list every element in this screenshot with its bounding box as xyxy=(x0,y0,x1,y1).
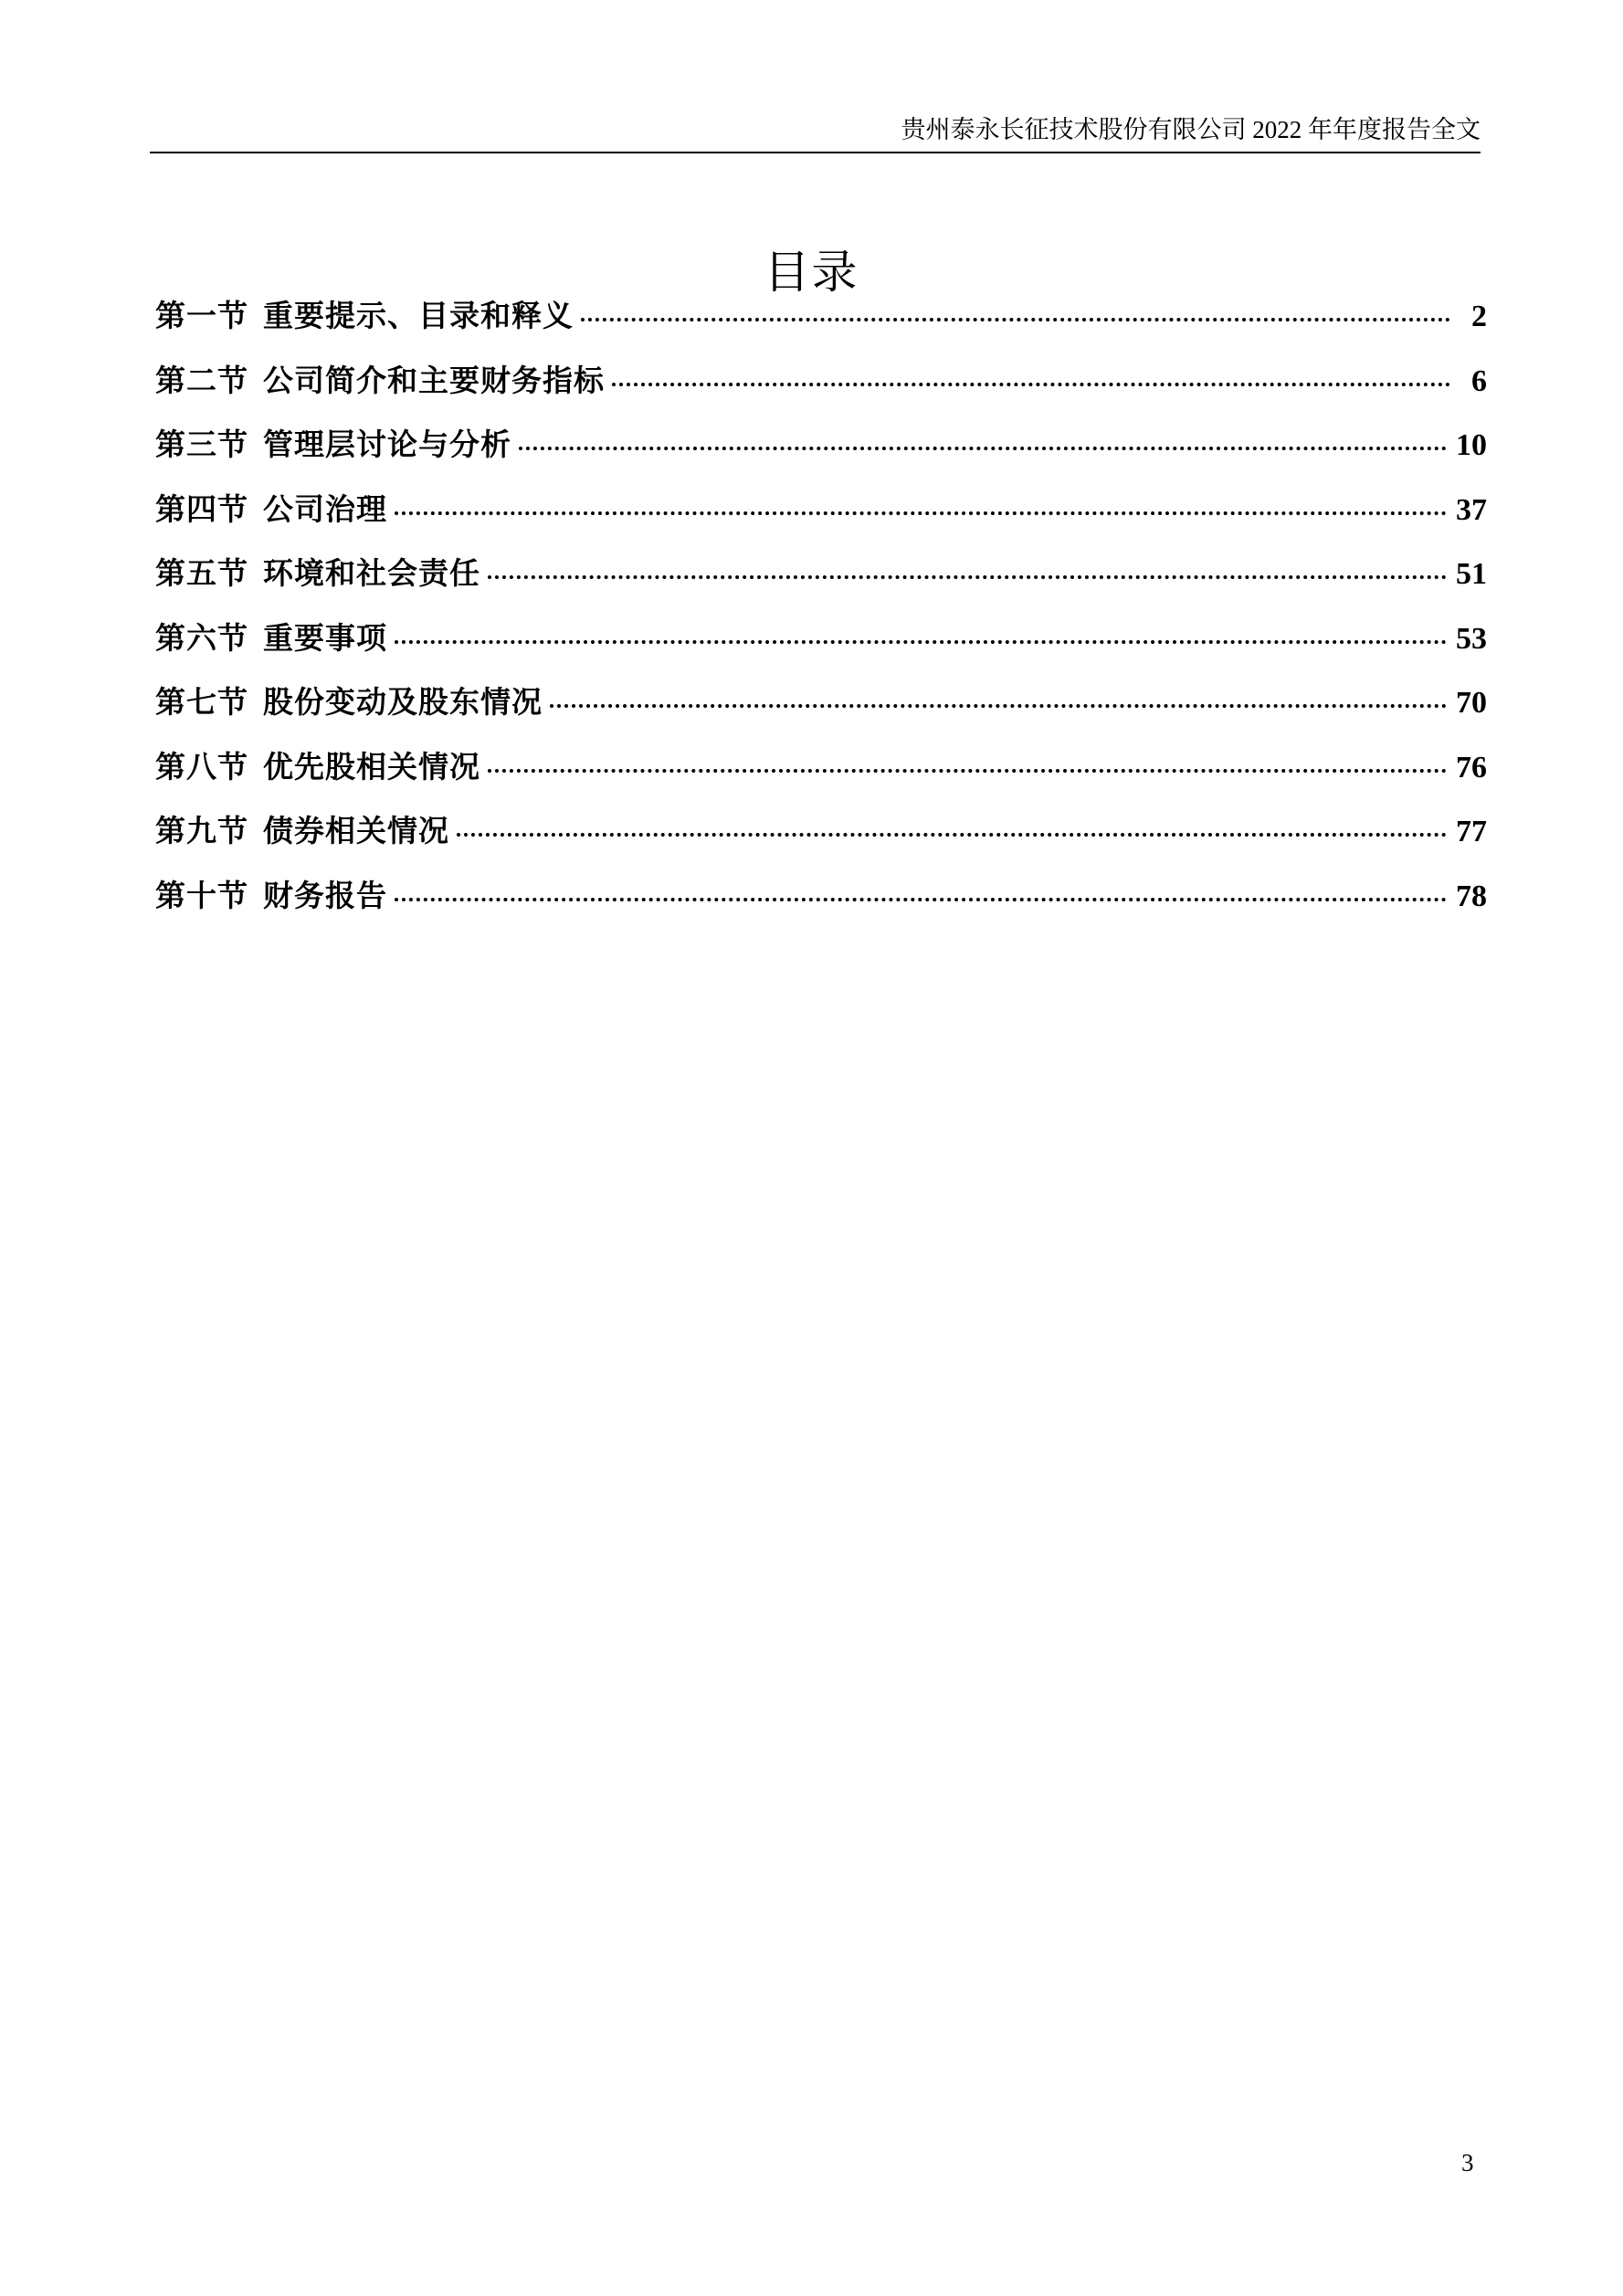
toc-page-number: 51 xyxy=(1456,557,1487,591)
toc-page-number: 77 xyxy=(1456,815,1487,848)
toc-section-number: 第四节 xyxy=(155,490,248,527)
toc-section-title: 优先股相关情况 xyxy=(263,748,480,785)
toc-section-title: 重要事项 xyxy=(263,619,387,656)
toc-section-number: 第一节 xyxy=(155,298,248,333)
toc-page-number: 37 xyxy=(1456,492,1487,527)
table-of-contents xyxy=(155,290,1487,934)
toc-entry[interactable] xyxy=(155,742,1487,806)
toc-section-number: 第二节 xyxy=(155,362,248,398)
toc-entry[interactable] xyxy=(155,419,1487,484)
header-divider xyxy=(150,152,1481,153)
toc-section-title: 债券相关情况 xyxy=(263,813,449,848)
dot-leader xyxy=(581,318,1450,321)
toc-section-number: 第三节 xyxy=(155,427,248,462)
toc-entry-label xyxy=(155,677,543,728)
dot-leader xyxy=(519,447,1447,450)
toc-section-number: 第十节 xyxy=(155,877,248,913)
toc-section-title: 公司简介和主要财务指标 xyxy=(263,362,605,398)
toc-entry[interactable] xyxy=(155,613,1487,678)
toc-section-number: 第六节 xyxy=(155,619,248,656)
toc-entry[interactable] xyxy=(155,806,1487,870)
toc-entry-label xyxy=(155,806,449,857)
toc-entry-label xyxy=(155,290,574,342)
toc-section-title: 财务报告 xyxy=(263,877,387,913)
toc-entry[interactable] xyxy=(155,548,1487,613)
toc-page-number: 10 xyxy=(1456,428,1487,462)
toc-section-title: 管理层讨论与分析 xyxy=(263,427,511,462)
toc-page-number: 76 xyxy=(1456,750,1487,785)
dot-leader xyxy=(395,511,1447,515)
dot-leader xyxy=(612,383,1450,386)
toc-entry-label xyxy=(155,355,605,406)
toc-page-number: 6 xyxy=(1471,363,1487,398)
toc-page-number: 53 xyxy=(1456,621,1487,656)
dot-leader xyxy=(457,833,1447,837)
toc-section-number: 第九节 xyxy=(155,813,248,848)
toc-entry-label xyxy=(155,548,480,599)
toc-page-number: 2 xyxy=(1471,300,1487,333)
toc-title: 目录 xyxy=(764,245,859,299)
toc-entry-label xyxy=(155,870,387,922)
toc-entry[interactable] xyxy=(155,355,1487,420)
toc-page-number: 78 xyxy=(1456,879,1487,913)
toc-page-number: 70 xyxy=(1456,686,1487,720)
toc-entry-label xyxy=(155,742,480,793)
dot-leader xyxy=(488,769,1447,773)
dot-leader xyxy=(395,898,1447,901)
dot-leader xyxy=(488,575,1447,579)
running-header: 贵州泰永长征技术股份有限公司 2022 年年度报告全文 xyxy=(901,116,1481,143)
toc-entry[interactable] xyxy=(155,677,1487,742)
toc-section-title: 重要提示、目录和释义 xyxy=(263,298,574,333)
toc-entry-label xyxy=(155,484,387,535)
toc-entry-label xyxy=(155,419,511,470)
toc-section-title: 公司治理 xyxy=(263,490,387,527)
toc-section-number: 第五节 xyxy=(155,555,248,591)
toc-section-number: 第八节 xyxy=(155,748,248,785)
dot-leader xyxy=(395,640,1447,644)
toc-entry[interactable] xyxy=(155,290,1487,355)
dot-leader xyxy=(550,704,1447,708)
toc-section-title: 股份变动及股东情况 xyxy=(263,684,543,720)
toc-section-title: 环境和社会责任 xyxy=(263,555,480,591)
toc-entry-label xyxy=(155,613,387,664)
toc-section-number: 第七节 xyxy=(155,684,248,720)
toc-entry[interactable] xyxy=(155,870,1487,935)
page-number: 3 xyxy=(1461,2149,1474,2176)
toc-entry[interactable] xyxy=(155,484,1487,549)
